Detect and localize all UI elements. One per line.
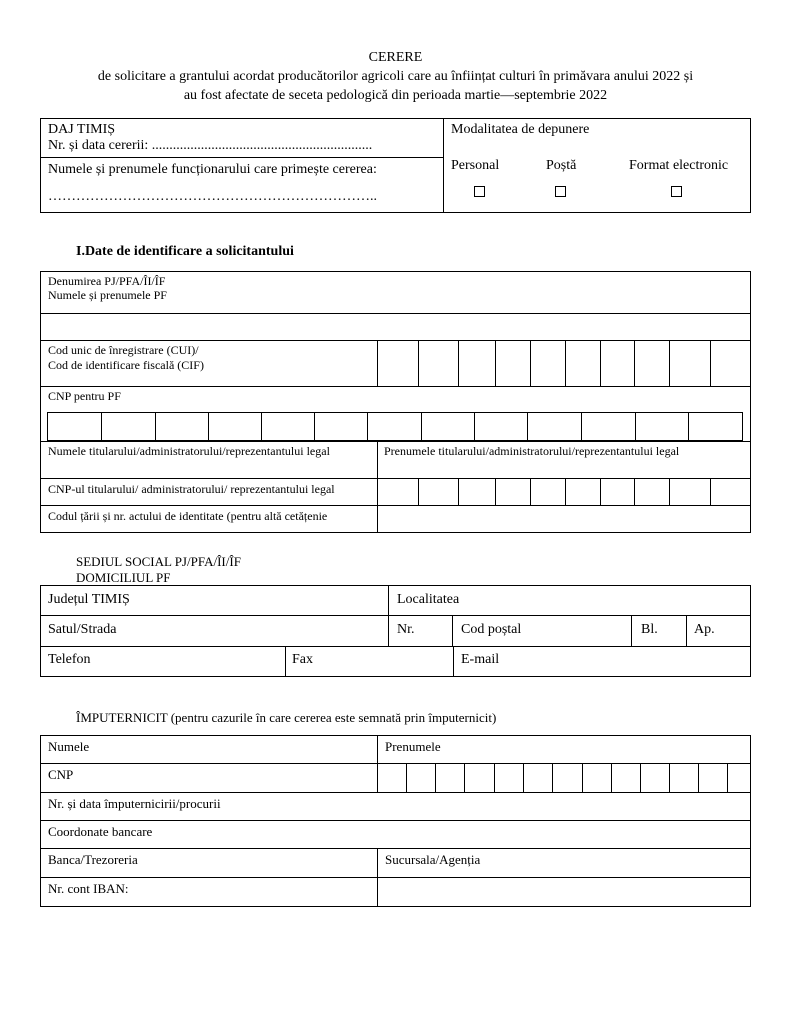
request-number-date[interactable]: Nr. și data cererii: ............................................................... [48, 138, 373, 153]
clerk-name-label: Numele și prenumele funcționarului care primește cererea: [48, 162, 377, 177]
phone-label: Telefon [48, 652, 91, 667]
holder-cnp-cell-divider [530, 478, 531, 505]
form-subtitle-line1: de solicitare a grantului acordat producătorilor agricoli care au înființat culturi în primăvara anului 2022 și [97, 69, 694, 84]
cui-label: Cod unic de înregistrare (CUI)/ [48, 343, 199, 357]
method-post-label: Poștă [546, 158, 577, 173]
cnp-digit-cell[interactable] [581, 412, 636, 441]
bank-label: Banca/Trezoreria [48, 852, 138, 867]
cui-cell-divider [418, 340, 419, 386]
proxy-cnp-cell-divider [669, 763, 670, 792]
holder-cnp-cell-divider [710, 478, 711, 505]
proxy-cnp-cell-divider [435, 763, 436, 792]
method-personal-checkbox[interactable] [474, 186, 485, 197]
proxy-heading: ÎMPUTERNICIT (pentru cazurile în care cererea este semnată prin împuternicit) [76, 710, 497, 725]
holder-cnp-cell-divider [418, 478, 419, 505]
entity-name-label: Denumirea PJ/PFA/ÎI/ÎF [48, 274, 166, 288]
street-label: Satul/Strada [48, 622, 117, 637]
cnp-digit-cell[interactable] [474, 412, 528, 441]
cui-cell-divider [458, 340, 459, 386]
form-title: CERERE [368, 50, 423, 65]
office-label: DAJ TIMIȘ [48, 122, 116, 137]
cui-cell-divider [669, 340, 670, 386]
proxy-cnp-cell-divider [640, 763, 641, 792]
cnp-digit-cell[interactable] [421, 412, 475, 441]
branch-label: Sucursala/Agenția [385, 852, 481, 867]
proxy-cnp-cell-divider [727, 763, 728, 792]
holder-cnp-cell-divider [565, 478, 566, 505]
proxy-cnp-cell-divider [406, 763, 407, 792]
cif-label: Cod de identificare fiscală (CIF) [48, 358, 204, 372]
email-label: E-mail [461, 652, 500, 667]
cnp-digit-cell[interactable] [101, 412, 156, 441]
cui-cell-divider [530, 340, 531, 386]
proxy-first-name-label: Prenumele [385, 739, 441, 754]
method-electronic-label: Format electronic [629, 158, 729, 173]
cnp-pf-label: CNP pentru PF [48, 389, 121, 403]
proxy-cnp-cell-divider [464, 763, 465, 792]
section1-title: I.Date de identificare a solicitantului [76, 244, 294, 259]
cnp-digit-cell[interactable] [314, 412, 368, 441]
proxy-cnp-label: CNP [48, 767, 74, 782]
cui-cell-divider [495, 340, 496, 386]
apartment-label: Ap. [694, 622, 715, 637]
form-subtitle-line2: au fost afectate de seceta pedologică din perioada martie—septembrie 2022 [183, 88, 608, 103]
proxy-cnp-cell-divider [611, 763, 612, 792]
person-name-label: Numele și prenumele PF [48, 288, 167, 302]
submission-method-title: Modalitatea de depunere [451, 122, 590, 137]
holder-cnp-cell-divider [495, 478, 496, 505]
county-label: Județul TIMIȘ [48, 592, 130, 607]
holder-first-name-label: Prenumele titularului/administratorului/reprezentantului legal [384, 444, 680, 458]
postal-code-label: Cod poștal [461, 622, 522, 637]
proxy-cnp-cell-divider [582, 763, 583, 792]
locality-label: Localitatea [397, 592, 460, 607]
proxy-table [40, 735, 751, 907]
iban-label: Nr. cont IBAN: [48, 881, 129, 896]
fax-label: Fax [292, 652, 313, 667]
proxy-cnp-cell-divider [698, 763, 699, 792]
cui-cell-divider [565, 340, 566, 386]
method-electronic-checkbox[interactable] [671, 186, 682, 197]
method-personal-label: Personal [451, 158, 500, 173]
cui-cell-divider [710, 340, 711, 386]
holder-last-name-label: Numele titularului/administratorului/reprezentantului legal [48, 444, 330, 458]
holder-cnp-cell-divider [600, 478, 601, 505]
id-document-field[interactable] [380, 508, 748, 531]
domicile-heading: DOMICILIUL PF [76, 570, 171, 585]
cnp-digit-cell[interactable] [688, 412, 743, 441]
proxy-last-name-label: Numele [48, 739, 90, 754]
holder-cnp-cell-divider [458, 478, 459, 505]
block-label: Bl. [641, 622, 658, 637]
cnp-digit-cell[interactable] [635, 412, 689, 441]
holder-cnp-cell-divider [669, 478, 670, 505]
holder-cnp-label: CNP-ul titularului/ administratorului/ reprezentantului legal [48, 482, 335, 496]
proxy-cnp-cell-divider [552, 763, 553, 792]
cnp-digit-cell[interactable] [527, 412, 582, 441]
proxy-mandate-label: Nr. și data împuternicirii/procurii [48, 796, 221, 811]
cnp-digit-cell[interactable] [367, 412, 422, 441]
method-post-checkbox[interactable] [555, 186, 566, 197]
cui-cell-divider [634, 340, 635, 386]
cnp-digit-cell[interactable] [261, 412, 315, 441]
cnp-digit-cell[interactable] [155, 412, 209, 441]
seat-heading: SEDIUL SOCIAL PJ/PFA/ÎI/ÎF [76, 554, 241, 569]
cui-cell-divider [600, 340, 601, 386]
clerk-name-field[interactable]: …………………………………………………………….. [48, 189, 377, 204]
cnp-digit-cell[interactable] [208, 412, 262, 441]
bank-coordinates-label: Coordonate bancare [48, 824, 153, 839]
applicant-name-field[interactable] [44, 316, 747, 338]
cnp-digit-cell[interactable] [47, 412, 102, 441]
holder-cnp-cell-divider [634, 478, 635, 505]
street-number-label: Nr. [397, 622, 415, 637]
proxy-cnp-cell-divider [523, 763, 524, 792]
proxy-cnp-cell-divider [494, 763, 495, 792]
id-document-label: Codul țării și nr. actului de identitate (pentru altă cetățenie [48, 509, 328, 523]
